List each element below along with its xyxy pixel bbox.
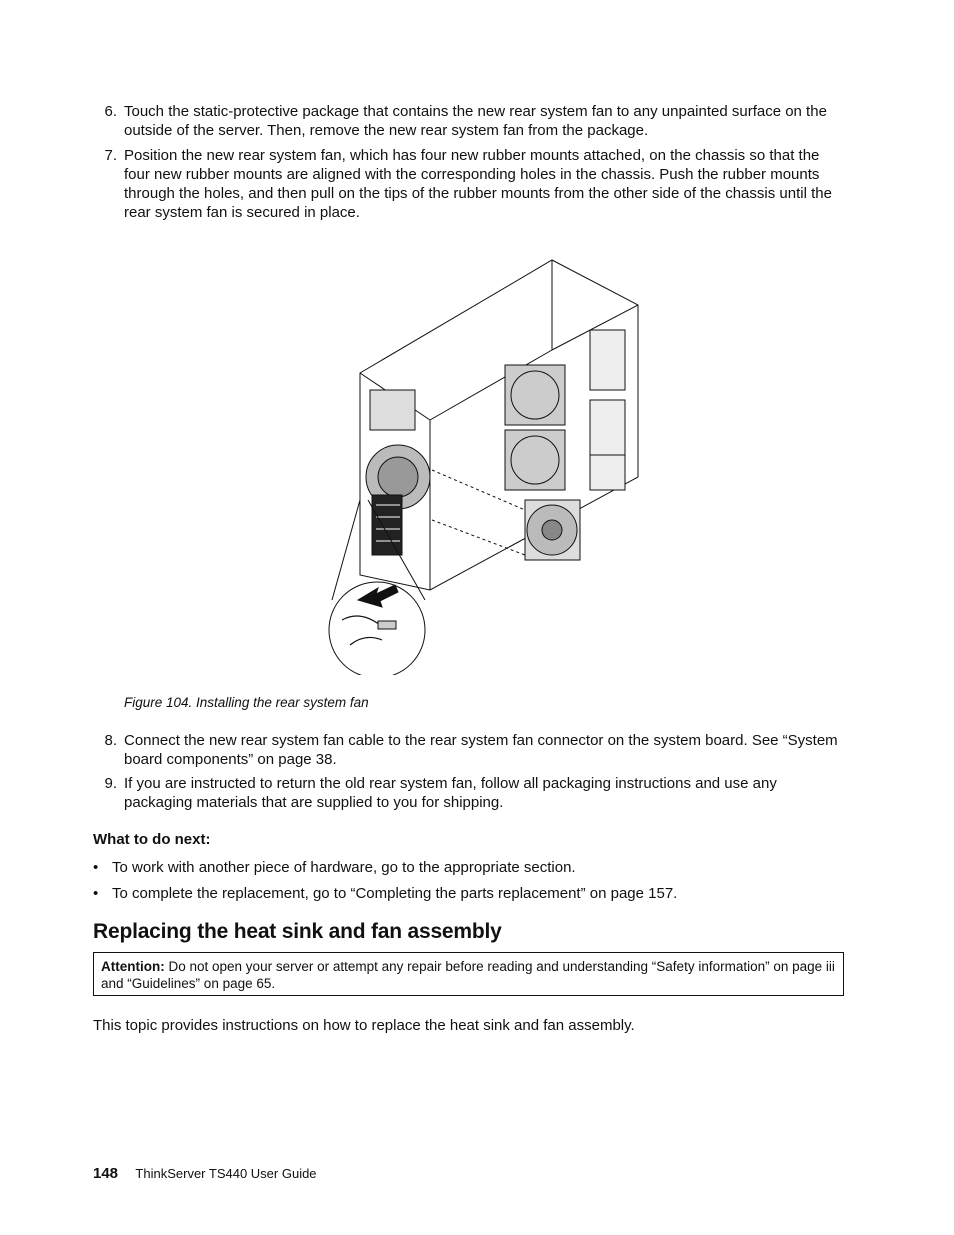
step-number: 8.: [104, 732, 117, 749]
step-6: [93, 102, 843, 140]
what-to-do-next-heading: What to do next:: [93, 831, 211, 848]
step-8: [93, 731, 843, 769]
step-text: Touch the static-protective package that contains the new rear system fan to any unpainted surface on the outside of the server. Then, remove the new rear system fan from the package.: [124, 103, 827, 139]
step-9: [93, 774, 843, 812]
list-item: [93, 858, 853, 877]
list-item-text: To work with another piece of hardware, go to the appropriate section.: [112, 859, 576, 876]
rear-fan-installation-illustration: [320, 255, 650, 675]
section-title: Replacing the heat sink and fan assembly: [93, 920, 502, 943]
bullet-icon: •: [93, 885, 99, 902]
step-number: 7.: [104, 147, 117, 164]
document-title: ThinkServer TS440 User Guide: [135, 1166, 317, 1181]
attention-text: Do not open your server or attempt any repair before reading and understanding “Safety information” on page iii and “Guidelines” on page 65.: [101, 959, 835, 991]
section-intro: This topic provides instructions on how to replace the heat sink and fan assembly.: [93, 1017, 635, 1034]
step-number: 9.: [104, 775, 117, 792]
step-7: [93, 146, 843, 222]
attention-label: Attention:: [101, 959, 165, 974]
page-footer: [93, 1165, 317, 1182]
attention-notice: [93, 952, 844, 996]
step-text: Connect the new rear system fan cable to the rear system fan connector on the system board. See “System board components” on page 38.: [124, 732, 838, 768]
bullet-icon: •: [93, 859, 99, 876]
figure-caption: Figure 104. Installing the rear system fan: [124, 695, 369, 710]
step-number: 6.: [104, 103, 117, 120]
step-text: If you are instructed to return the old rear system fan, follow all packaging instructions and use any packaging materials that are supplied to you for shipping.: [124, 775, 777, 811]
page-number: 148: [93, 1165, 119, 1182]
list-item: [93, 884, 853, 903]
step-text: Position the new rear system fan, which has four new rubber mounts attached, on the chassis so that the four new rubber mounts are aligned with the corresponding holes in the chassis. Push the rubber mounts through the holes, and then pull on the tips of the rubber mounts from the other side of the chassis until the rear system fan is secured in place.: [124, 147, 832, 221]
list-item-text: To complete the replacement, go to “Completing the parts replacement” on page 157.: [112, 885, 678, 902]
